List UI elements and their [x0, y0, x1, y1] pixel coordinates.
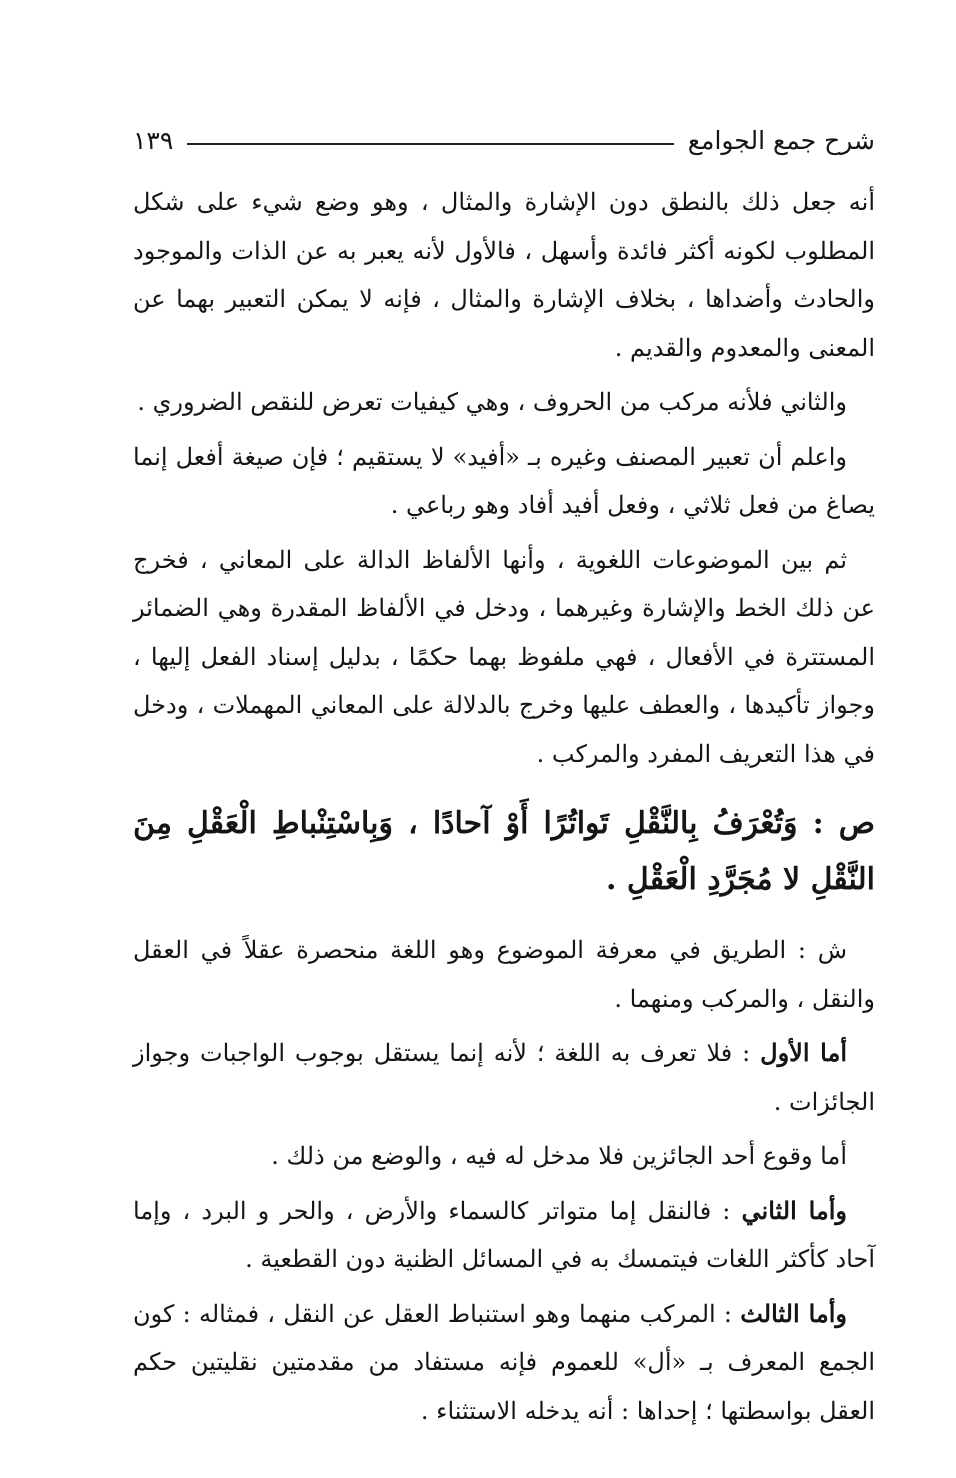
- paragraph-text: أنه جعل ذلك بالنطق دون الإشارة والمثال ، وهو وضع شيء على شكل المطلوب لكونه أكثر فائدة وأسهل ، فالأول لأنه يعبر به عن الذات والموجود والحادث وأضداها ، بخلاف الإشارة والمثال ، فإنه لا يمكن التعبير بهما عن المعنى والمعدوم والقديم .: [133, 188, 875, 362]
- sharh-paragraph: [133, 1029, 875, 1126]
- paragraph-text: والثاني فلأنه مركب من الحروف ، وهي كيفيات تعرض للنقص الضروري .: [137, 388, 847, 416]
- paragraph-text: : المركب منهما وهو استنباط العقل عن النقل ، فمثاله : كون الجمع المعرف بـ «أل» للعموم فإنه مستفاد من مقدمتين نقليتين حكم العقل بواسطتها ؛ إحداها : أنه يدخله الاستثناء .: [133, 1299, 875, 1425]
- running-header: [133, 120, 875, 160]
- sharh-paragraph: [133, 1290, 875, 1436]
- paragraph-text: : فالنقل إما متواتر كالسماء والأرض ، والحر و البرد ، وإما آحاد كأكثر اللغات فيتمسك به في المسائل الظنية دون القطعية .: [133, 1196, 875, 1273]
- matn-text: ص : وَتُعْرَفُ بِالنَّقْلِ تَواتُرًا أَوْ آحادًا ، وَبِاسْتِنْباطِ الْعَقْلِ مِنَ النَّقْلِ لا مُجَرَّدِ الْعَقْلِ .: [133, 806, 875, 897]
- page-number: ١٣٩: [133, 125, 174, 155]
- paragraph-text: ثم بين الموضوعات اللغوية ، وأنها الألفاظ الدالة على المعاني ، فخرج عن ذلك الخط والإشارة وغيرهما ، ودخل في الألفاظ المقدرة وهي الضمائر المستترة في الأفعال ، فهي ملفوظ بهما حكمًا ، بدليل إسناد الفعل إليها ، وجواز تأكيدها ، والعطف عليها وخرج بالدلالة على المعاني المهملات ، ودخل في هذا التعريف المفرد والمركب .: [133, 545, 876, 768]
- paragraph: [133, 178, 875, 372]
- paragraph-lead: أما الأول: [760, 1038, 847, 1067]
- sharh-paragraph: [133, 1132, 875, 1181]
- header-rule: [187, 143, 673, 145]
- paragraph-text: أما وقوع أحد الجائزين فلا مدخل له فيه ، والوضع من ذلك .: [271, 1142, 847, 1170]
- paragraph: [133, 433, 875, 530]
- sharh-paragraph: [133, 1187, 875, 1284]
- paragraph: [133, 378, 875, 427]
- paragraph: [133, 536, 875, 779]
- page-body: [133, 178, 875, 1441]
- sharh-paragraph: [133, 926, 875, 1023]
- header-title: شرح جمع الجوامع: [687, 125, 875, 155]
- paragraph-lead: وأما الثالث: [740, 1298, 848, 1328]
- paragraph-text: ش : الطريق في معرفة الموضوع وهو اللغة منحصرة عقلاً في العقل والنقل ، والمركب ومنهما .: [133, 936, 875, 1013]
- paragraph-text: : فلا تعرف به اللغة ؛ لأنه إنما يستقل بوجوب الواجبات وجواز الجائزات .: [133, 1039, 875, 1116]
- paragraph-lead: وأما الثاني: [741, 1195, 848, 1225]
- paragraph-text: واعلم أن تعبير المصنف وغيره بـ «أفيد» لا يستقيم ؛ فإن صيغة أفعل إنما يصاغ من فعل ثلاثي ، وفعل أفيد أفاد وهو رباعي .: [133, 442, 875, 519]
